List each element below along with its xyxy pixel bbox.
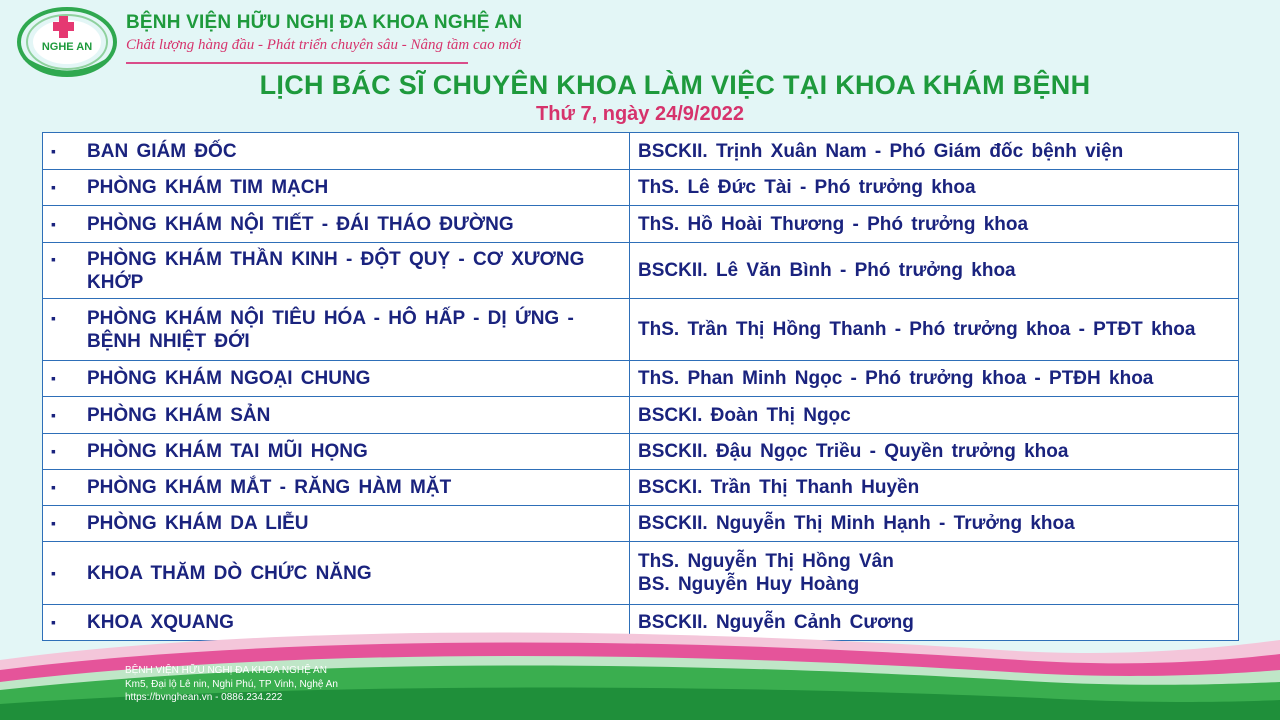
- department-name: KHOA THĂM DÒ CHỨC NĂNG: [87, 562, 372, 584]
- department-name: BAN GIÁM ĐỐC: [87, 140, 237, 162]
- footer-contact: [125, 664, 338, 705]
- doctor-name: ThS. Nguyễn Thị Hồng Vân: [638, 551, 894, 572]
- doctor-cell: [630, 133, 1239, 170]
- footer-address: Km5, Đại lộ Lê nin, Nghi Phú, TP Vinh, Nghệ An: [125, 678, 338, 690]
- table-row: [43, 170, 1239, 206]
- logo-text: NGHE AN: [41, 41, 93, 53]
- table-row: [43, 397, 1239, 434]
- doctor-name: ThS. Lê Đức Tài - Phó trưởng khoa: [638, 177, 976, 198]
- doctor-cell: [630, 243, 1239, 299]
- department-cell: [43, 506, 630, 542]
- department-cell: [43, 170, 630, 206]
- doctor-name: ThS. Trần Thị Hồng Thanh - Phó trưởng khoa - PTĐT khoa: [638, 319, 1196, 340]
- doctor-name: BSCKII. Trịnh Xuân Nam - Phó Giám đốc bệnh viện: [638, 140, 1124, 162]
- department-name: PHÒNG KHÁM TAI MŨI HỌNG: [87, 441, 368, 462]
- table-row: [43, 506, 1239, 542]
- department-name: PHÒNG KHÁM NGOẠI CHUNG: [87, 368, 371, 389]
- table-row: [43, 434, 1239, 470]
- bullet-icon: ▪: [51, 179, 56, 195]
- department-cell: [43, 243, 630, 299]
- department-name: PHÒNG KHÁM MẮT - RĂNG HÀM MẶT: [87, 477, 452, 498]
- doctor-name: ThS. Phan Minh Ngọc - Phó trưởng khoa - PTĐH khoa: [638, 368, 1154, 389]
- bullet-icon: ▪: [51, 142, 56, 159]
- bullet-icon: ▪: [51, 614, 56, 630]
- bullet-icon: ▪: [51, 406, 56, 423]
- doctor-name-2: BS. Nguyễn Huy Hoàng: [638, 574, 860, 595]
- table-row: [43, 206, 1239, 243]
- doctor-cell: [630, 299, 1239, 361]
- department-cell: [43, 542, 630, 605]
- slogan-underline: [126, 62, 468, 64]
- doctor-cell: [630, 206, 1239, 243]
- department-cell: [43, 397, 630, 434]
- doctor-cell: [630, 506, 1239, 542]
- department-name: KHOA XQUANG: [87, 612, 234, 633]
- doctor-name: BSCKII. Đậu Ngọc Triều - Quyền trưởng khoa: [638, 441, 1069, 462]
- hospital-slogan: Chất lượng hàng đầu - Phát triển chuyên sâu - Nâng tầm cao mới: [126, 37, 522, 53]
- department-name: PHÒNG KHÁM THẦN KINH - ĐỘT QUỴ - CƠ XƯƠNG KHỚP: [87, 248, 585, 293]
- bullet-icon: ▪: [51, 370, 56, 386]
- doctor-name: ThS. Hồ Hoài Thương - Phó trưởng khoa: [638, 213, 1029, 235]
- doctor-cell: [630, 470, 1239, 506]
- bullet-icon: ▪: [51, 515, 56, 531]
- bullet-icon: ▪: [51, 215, 56, 232]
- footer-hospital-name: BỆNH VIỆN HỮU NGHỊ ĐA KHOA NGHỆ AN: [125, 665, 327, 676]
- department-cell: [43, 470, 630, 506]
- bullet-icon: ▪: [51, 564, 56, 581]
- doctor-cell: [630, 170, 1239, 206]
- department-name: PHÒNG KHÁM SẢN: [87, 404, 271, 426]
- department-cell: [43, 206, 630, 243]
- doctor-cell: [630, 542, 1239, 605]
- schedule-table: [42, 132, 1239, 641]
- page-title: LỊCH BÁC SĨ CHUYÊN KHOA LÀM VIỆC TẠI KHOA KHÁM BỆNH: [259, 70, 1091, 100]
- doctor-name: BSCKII. Nguyễn Cảnh Cương: [638, 612, 914, 633]
- footer-website-phone: https://bvnghean.vn - 0886.234.222: [125, 692, 283, 703]
- hospital-name: BỆNH VIỆN HỮU NGHỊ ĐA KHOA NGHỆ AN: [126, 12, 523, 33]
- doctor-name: BSCKI. Đoàn Thị Ngọc: [638, 404, 851, 426]
- bullet-icon: ▪: [51, 443, 56, 459]
- table-row: [43, 299, 1239, 361]
- department-name: PHÒNG KHÁM DA LIỄU: [87, 513, 309, 534]
- table-row: [43, 542, 1239, 605]
- table-row: [43, 133, 1239, 170]
- department-cell: [43, 361, 630, 397]
- department-name: PHÒNG KHÁM TIM MẠCH: [87, 177, 329, 198]
- doctor-cell: [630, 397, 1239, 434]
- bullet-icon: ▪: [51, 479, 56, 495]
- bullet-icon: ▪: [51, 309, 56, 326]
- doctor-name: BSCKII. Nguyễn Thị Minh Hạnh - Trưởng khoa: [638, 513, 1075, 534]
- department-name: PHÒNG KHÁM NỘI TIÊU HÓA - HÔ HẤP - DỊ ỨNG - BỆNH NHIỆT ĐỚI: [87, 307, 574, 352]
- doctor-cell: [630, 361, 1239, 397]
- department-cell: [43, 434, 630, 470]
- department-cell: [43, 299, 630, 361]
- department-name: PHÒNG KHÁM NỘI TIẾT - ĐÁI THÁO ĐƯỜNG: [87, 213, 514, 235]
- table-row: [43, 470, 1239, 506]
- bullet-icon: ▪: [51, 250, 56, 267]
- doctor-name: BSCKI. Trần Thị Thanh Huyền: [638, 477, 920, 498]
- doctor-cell: [630, 434, 1239, 470]
- table-row: [43, 243, 1239, 299]
- department-cell: [43, 133, 630, 170]
- hospital-logo: [16, 6, 118, 78]
- doctor-name: BSCKII. Lê Văn Bình - Phó trưởng khoa: [638, 260, 1016, 281]
- page-subtitle: Thứ 7, ngày 24/9/2022: [536, 103, 744, 125]
- table-row: [43, 361, 1239, 397]
